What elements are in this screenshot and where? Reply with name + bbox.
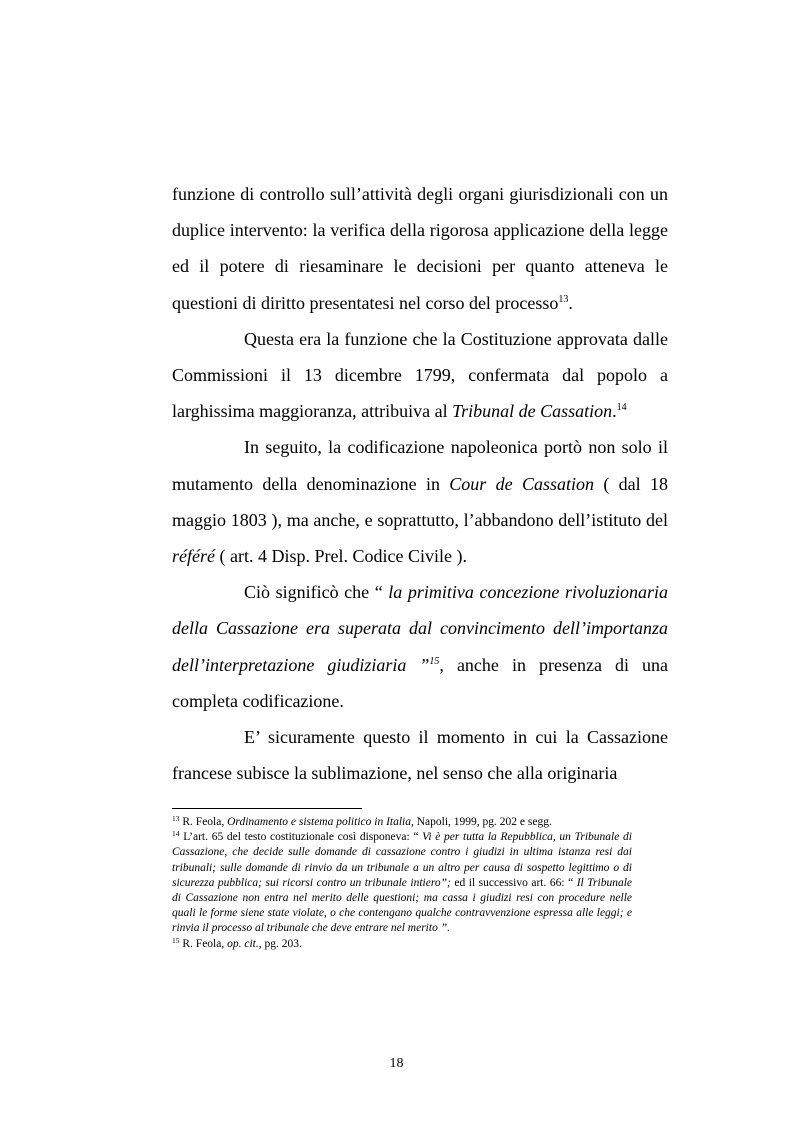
paragraph-3 <box>172 429 668 574</box>
paragraph-2-italic: Tribunal de Cassation <box>452 401 613 422</box>
footnote-ref-15[interactable]: 15 <box>429 655 440 667</box>
footnote-italic: Il Tribunale di Cassazione non entra nel merito delle questioni; ma cassa i giudizi resi con procedure nelle quali le forme siene state violate, o che contengano qualche contravvenzione espressa alle leggi; e rinvia il processo al tribunale che deve entrare nel merito ”. <box>172 876 632 935</box>
footnote-separator <box>172 808 362 809</box>
paragraph-3-text-a: In seguito, la codificazione napoleonica portò non solo il mutamento della denominazione in <box>172 437 668 494</box>
page-number: 18 <box>389 1056 404 1071</box>
paragraph-4-text-b: , anche in presenza di una completa codificazione. <box>172 654 668 711</box>
footnotes <box>172 815 632 952</box>
paragraph-4-text-a: Ciò significò che “ <box>244 582 389 603</box>
paragraph-3-italic-1: Cour de Cassation <box>449 473 594 494</box>
footnote-number: 15 <box>172 935 180 945</box>
footnote-number: 14 <box>172 829 180 839</box>
footnote-ref-13[interactable]: 13 <box>558 293 569 305</box>
footnote-13 <box>172 815 632 830</box>
footnote-italic: Ordinamento e sistema politico in Italia <box>227 816 411 828</box>
footnote-14 <box>172 830 632 936</box>
paragraph-3-italic-2: référé <box>172 546 215 567</box>
paragraph-4 <box>172 574 668 719</box>
footnote-italic: op. cit. <box>227 937 259 950</box>
footnote-text: R. Feola, <box>179 816 228 828</box>
paragraph-4-italic: la primitiva concezione rivoluzionaria della Cassazione era superata dal convincimento dell’importanza dell’interpretazione giudiziaria ” <box>172 582 669 675</box>
paragraph-2 <box>172 321 668 430</box>
paragraph-5 <box>172 719 668 791</box>
paragraph-2-end: . <box>612 401 617 422</box>
paragraph-1-end: . <box>568 292 573 313</box>
paragraph-2-text: Questa era la funzione che la Costituzione approvata dalle Commissioni il 13 dicembre 1799, confermata dal popolo a larghissima maggioranza, attribuiva al <box>172 328 668 422</box>
footnote-15 <box>172 937 632 952</box>
footnote-text: ed il successivo art. 66: “ <box>450 876 577 889</box>
paragraph-1 <box>172 176 668 321</box>
footnote-text: , pg. 203. <box>258 937 302 950</box>
paragraph-3-text-b: ( dal 18 maggio 1803 ), ma anche, e soprattutto, l’abbandono dell’istituto del <box>172 473 668 530</box>
footnote-italic: Vi è per tutta la Repubblica, un Tribunale di Cassazione, che decide sulle domande di cassazione contro i giudizi in ultima istanza resi dai tribunali; sulle domande di rinvio da un tribunale a un altro per causa di sospetto legittimo o di sicurezza pubblica; sui ricorsi contro un tribunale intiero”; <box>172 831 632 889</box>
footnote-text: R. Feola, <box>179 937 228 950</box>
paragraph-1-text: funzione di controllo sull’attività degli organi giurisdizionali con un duplice intervento: la verifica della rigorosa applicazione della legge ed il potere di riesaminare le decisioni per quanto atteneva le questioni di diritto presentatesi nel corso del processo <box>172 184 668 313</box>
body-text <box>172 176 668 791</box>
footnote-text: L’art. 65 del testo costituzionale così disponeva: “ <box>179 831 423 844</box>
paragraph-5-text: E’ sicuramente questo il momento in cui la Cassazione francese subisce la sublimazione, nel senso che alla originaria <box>172 727 668 784</box>
paragraph-3-text-c: ( art. 4 Disp. Prel. Codice Civile ). <box>214 546 467 567</box>
footnote-text: , Napoli, 1999, pg. 202 e segg. <box>411 816 552 828</box>
footnote-number: 13 <box>172 814 180 823</box>
footnote-ref-14[interactable]: 14 <box>616 402 627 414</box>
